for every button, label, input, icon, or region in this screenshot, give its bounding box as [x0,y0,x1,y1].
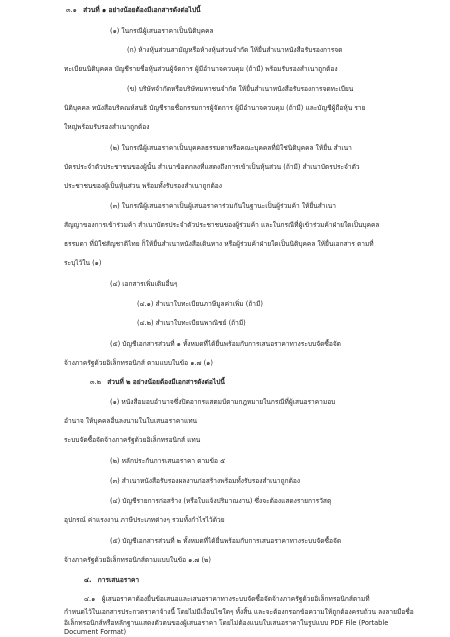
sub-item-line: (๔.๑) สำเนาใบทะเบียนภาษีมูลค่าเพิ่ม (ถ้ามี) [137,300,263,308]
paragraph-line: บัตรประจำตัวประชาชนของผู้นั้น สำเนาข้อตกลงที่แสดงถึงการเข้าเป็นหุ้นส่วน (ถ้ามี) สำเนาบัตรประจำตัว [64,163,360,171]
paragraph-line: (๕) บัญชีเอกสารส่วนที่ ๒ ทั้งหมดที่ได้ยื่นพร้อมกับการเสนอราคาทางระบบจัดซื้อจัด [110,537,342,545]
paragraph-text: ผู้เสนอราคาต้องยื่นข้อเสนอและเสนอราคาทางระบบจัดซื้อจัดจ้างภาครัฐด้วยอิเล็กทรอนิกส์ตามที่ [101,595,370,603]
paragraph-line: (๑) หนังสือมอบอำนาจซึ่งปิดอากรแสตมป์ตามกฎหมายในกรณีที่ผู้เสนอราคามอบ [110,398,336,406]
paragraph-line: (๔) บัญชีรายการก่อสร้าง (หรือใบแจ้งปริมาณงาน) ซึ่งจะต้องแสดงรายการวัสดุ [110,497,332,505]
section-number: ๔. [84,576,92,584]
paragraph-number: ๔.๑ [84,595,96,603]
paragraph-line: อิเล็กทรอนิกส์หรือหลักฐานแสดงตัวตนของผู้เสนอราคา โดยไม่ต้องแนบใบเสนอราคาในรูปแบบ PDF File (Portable [64,619,389,627]
paragraph-line: ประชาชนของผู้เป็นหุ้นส่วน พร้อมทั้งรับรองสำเนาถูกต้อง [64,182,222,190]
paragraph-line: (๑) ในกรณีผู้เสนอราคาเป็นนิติบุคคล [110,27,214,35]
paragraph-line: (๓) สำเนาหนังสือรับรองผลงานก่อสร้างพร้อมทั้งรับรองสำเนาถูกต้อง [110,477,301,485]
paragraph-line: อำนาจ ให้บุคคลอื่นลงนามในใบเสนอราคาแทน [64,417,198,425]
section-3-2-heading [90,379,225,386]
paragraph-line: จ้างภาครัฐด้วยอิเล็กทรอนิกส์ ตามแบบในข้อ ๑.๗ (๑) [64,359,213,367]
section-4-heading [84,577,139,584]
paragraph-line: ธรรมดา ที่มิใช่สัญชาติไทย ก็ให้ยื่นสำเนาหนังสือเดินทาง หรือผู้ร่วมค้าฝ่ายใดเป็นนิติบุคคล ให้ยื่นเอกสาร ตามที่ [64,240,374,248]
paragraph-line: (๓) ในกรณีผู้เสนอราคาเป็นผู้เสนอราคาร่วมกันในฐานะเป็นผู้ร่วมค้า ให้ยื่นสำเนา [110,202,336,210]
paragraph-line: (ข) บริษัทจำกัดหรือบริษัทมหาชนจำกัด ให้ยื่นสำเนาหนังสือรับรองการจดทะเบียน [127,85,354,93]
paragraph-line: กำหนดไว้ในเอกสารประกวดราคาจ้างนี้ โดยไม่มีเงื่อนไขใดๆ ทั้งสิ้น และจะต้องกรอกข้อความให้ถูกต้องครบถ้วน ลงลายมือชื่อ [64,608,414,616]
section-heading-text: ส่วนที่ ๒ อย่างน้อยต้องมีเอกสารดังต่อไปนี้ [107,378,225,386]
paragraph-line: ทะเบียนนิติบุคคล บัญชีรายชื่อหุ้นส่วนผู้จัดการ ผู้มีอำนาจควบคุม (ถ้ามี) พร้อมรับรองสำเนาถูกต้อง [64,65,338,73]
paragraph-line: ระบุไว้ใน (๑) [64,259,102,267]
paragraph-line [84,596,370,603]
paragraph-line: ระบบจัดซื้อจัดจ้างภาครัฐด้วยอิเล็กทรอนิกส์ แทน [64,436,201,444]
section-number: ๓.๒ [90,378,101,386]
paragraph-line: (๒) หลักประกันการเสนอราคา ตามข้อ ๕ [110,457,226,465]
paragraph-line: (๒) ในกรณีผู้เสนอราคาเป็นบุคคลธรรมดาหรือคณะบุคคลที่มิใช่นิติบุคคล ให้ยื่น สำเนา [110,144,352,152]
paragraph-line: นิติบุคคล หนังสือบริคณห์สนธิ บัญชีรายชื่อกรรมการผู้จัดการ ผู้มีอำนาจควบคุม (ถ้ามี) และบัญชีผู้ถือหุ้น ราย [64,104,366,112]
paragraph-line: จ้างภาครัฐด้วยอิเล็กทรอนิกส์ตามแบบในข้อ ๑.๗ (๒) [64,556,211,564]
paragraph-line: อุปกรณ์ ค่าแรงงาน ภาษีประเภทต่างๆ รวมทั้งกำไรไว้ด้วย [64,516,225,524]
sub-item-line: (๔.๒) สำเนาใบทะเบียนพาณิชย์ (ถ้ามี) [137,319,246,327]
section-3-1-heading [66,7,201,14]
section-number: ๓.๑ [66,6,77,14]
section-heading-text: การเสนอราคา [97,576,140,584]
paragraph-line: สัญญาของการเข้าร่วมค้า สำเนาบัตรประจำตัวประชาชนของผู้ร่วมค้า และในกรณีที่ผู้เข้าร่วมค้าฝ่ายใดเป็นบุคคล [64,221,380,229]
paragraph-line: (๕) บัญชีเอกสารส่วนที่ ๑ ทั้งหมดที่ได้ยื่นพร้อมกับการเสนอราคาทางระบบจัดซื้อจัด [110,340,341,348]
paragraph-line: (๔) เอกสารเพิ่มเติมอื่นๆ [110,280,178,288]
paragraph-line: Document Format) [64,628,127,636]
paragraph-line: (ก) ห้างหุ้นส่วนสามัญหรือห้างหุ้นส่วนจำกัด ให้ยื่นสำเนาหนังสือรับรองการจด [127,46,343,54]
section-heading-text: ส่วนที่ ๑ อย่างน้อยต้องมีเอกสารดังต่อไปนี้ [83,6,201,14]
paragraph-line: ใหญ่พร้อมรับรองสำเนาถูกต้อง [64,123,150,131]
